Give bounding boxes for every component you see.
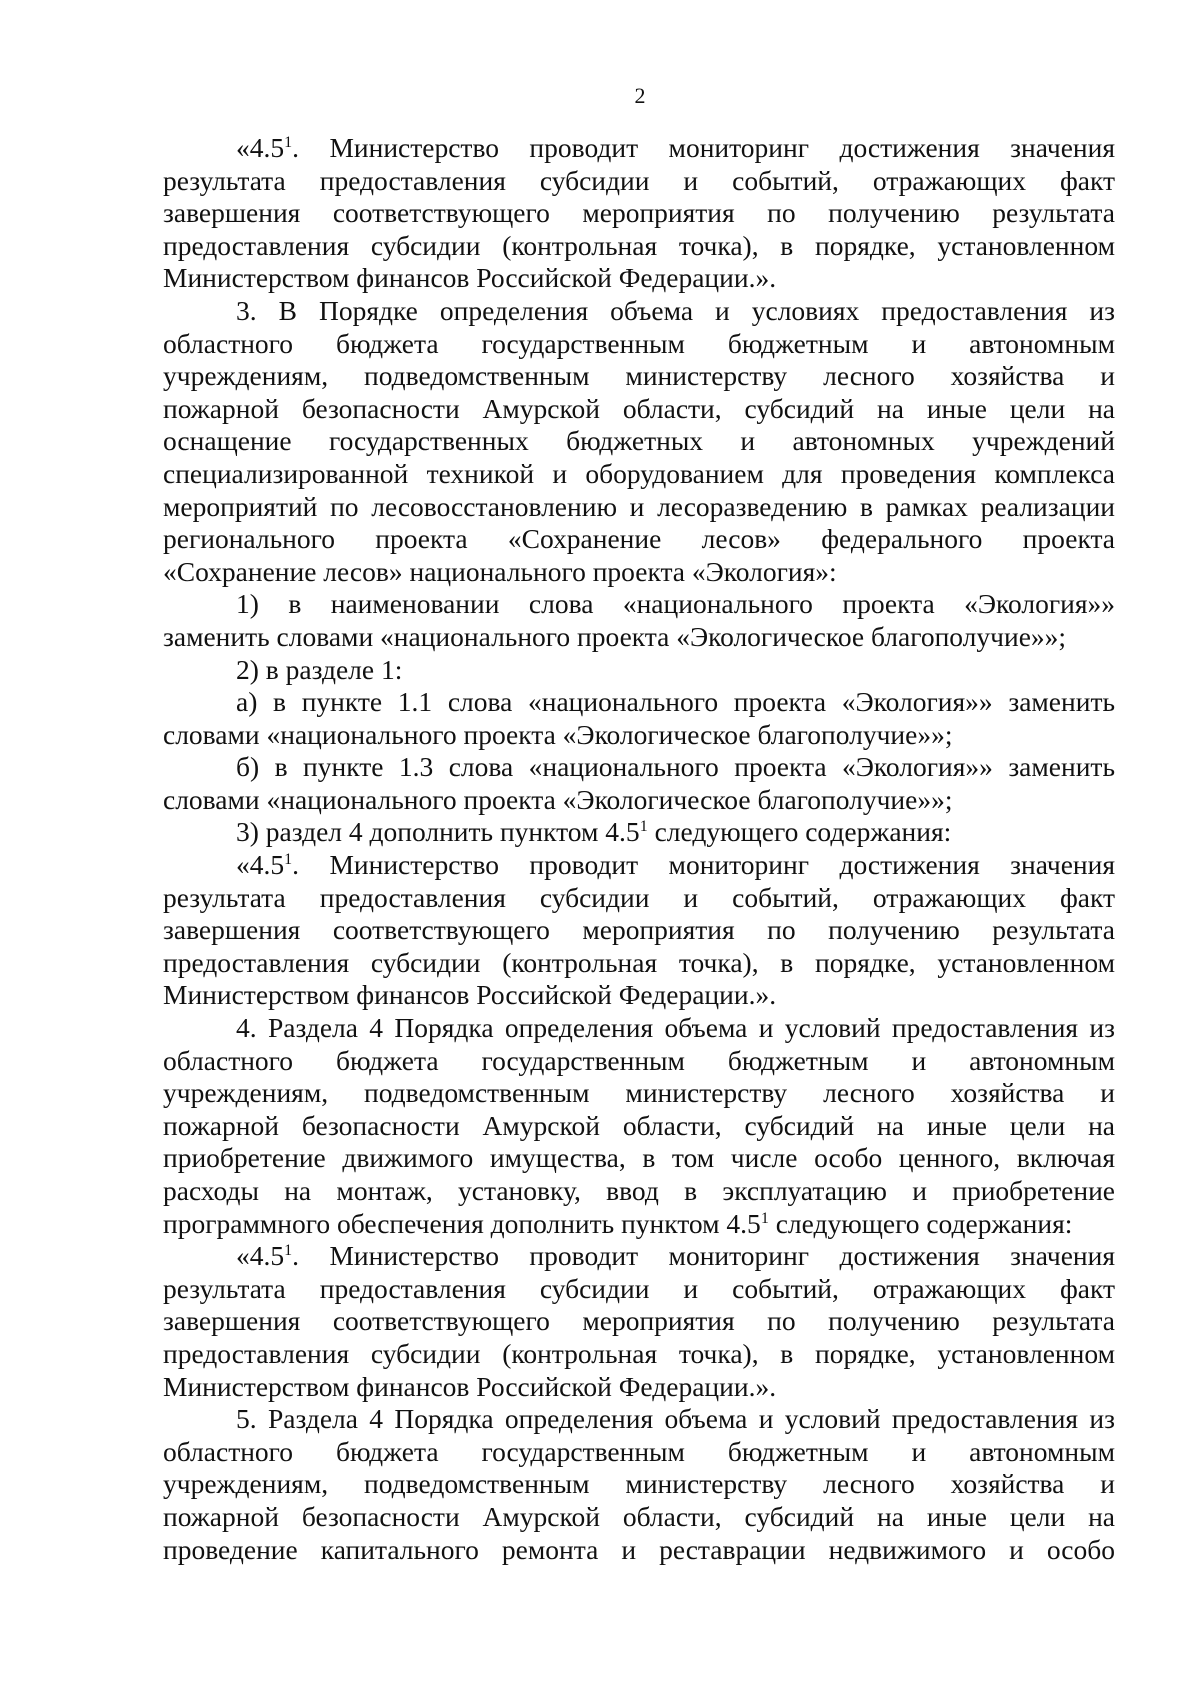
- paragraph: [163, 751, 1115, 816]
- paragraph-line: областного бюджета государственным бюджетным и автономным: [163, 1435, 1115, 1467]
- paragraph-line: результата предоставления субсидии и событий, отражающих факт: [163, 1272, 1115, 1304]
- superscript-one: 1: [760, 1209, 769, 1227]
- paragraph: [163, 588, 1115, 653]
- paragraph-line: областного бюджета государственным бюджетным и автономным: [163, 1044, 1115, 1076]
- paragraph-line: завершения соответствующего мероприятия по получению результата: [163, 914, 1115, 946]
- page-number: 2: [634, 83, 646, 108]
- paragraph-line: приобретение движимого имущества, в том числе особо ценного, включая: [163, 1142, 1115, 1174]
- paragraph-line: мероприятий по лесовосстановлению и лесоразведению в рамках реализации: [163, 490, 1115, 522]
- paragraph-line: предоставления субсидии (контрольная точка), в порядке, установленном: [163, 229, 1115, 261]
- paragraph-line: учреждениям, подведомственным министерству лесного хозяйства и: [163, 1468, 1115, 1500]
- paragraph-line: Министерством финансов Российской Федерации.».: [163, 262, 777, 294]
- paragraph-line: «Сохранение лесов» национального проекта «Экология»:: [163, 555, 837, 587]
- paragraph-line: регионального проекта «Сохранение лесов» федерального проекта: [163, 523, 1115, 555]
- paragraph-line: завершения соответствующего мероприятия по получению результата: [163, 197, 1115, 229]
- superscript-one: 1: [284, 1242, 293, 1260]
- paragraph-line: заменить словами «национального проекта «Экологическое благополучие»»;: [163, 620, 1067, 652]
- paragraph-line: «$4.5^1$. Министерство проводит мониторинг достижения значения: [236, 849, 1115, 881]
- paragraph-line: а) в пункте 1.1 слова «национального проекта «Экология»» заменить: [236, 686, 1115, 718]
- paragraph: [163, 1240, 1115, 1403]
- document-body: [163, 132, 1115, 1566]
- paragraph-line: результата предоставления субсидии и событий, отражающих факт: [163, 164, 1115, 196]
- paragraph-line: учреждениям, подведомственным министерству лесного хозяйства и: [163, 1077, 1115, 1109]
- paragraph-line: пожарной безопасности Амурской области, субсидий на иные цели на: [163, 392, 1115, 424]
- paragraph-line: б) в пункте 1.3 слова «национального проекта «Экология»» заменить: [236, 751, 1115, 783]
- paragraph: [163, 295, 1115, 588]
- paragraph-line: расходы на монтаж, установку, ввод в эксплуатацию и приобретение: [163, 1175, 1115, 1206]
- superscript-one: 1: [284, 851, 293, 869]
- paragraph-line: областного бюджета государственным бюджетным и автономным: [163, 327, 1115, 359]
- paragraph-line: Министерством финансов Российской Федерации.».: [163, 979, 777, 1011]
- paragraph-line: проведение капитального ремонта и реставрации недвижимого и особо: [163, 1533, 1115, 1565]
- paragraph-line: учреждениям, подведомственным министерству лесного хозяйства и: [163, 360, 1115, 392]
- paragraph-line: 3) раздел 4 дополнить пунктом $4.5^1$ следующего содержания:: [236, 816, 952, 848]
- paragraph-line: специализированной техникой и оборудованием для проведения комплекса: [163, 457, 1115, 489]
- paragraph: [163, 686, 1115, 751]
- paragraph-line: оснащение государственных бюджетных и автономных учреждений: [163, 425, 1115, 457]
- paragraph-line: 2) в разделе 1:: [236, 653, 403, 685]
- paragraph-line: пожарной безопасности Амурской области, субсидий на иные цели на: [163, 1500, 1115, 1532]
- paragraph-line: 4. Раздела 4 Порядка определения объема и условий предоставления из: [236, 1012, 1115, 1044]
- paragraph-line: 3. В Порядке определения объема и условиях предоставления из: [236, 294, 1115, 326]
- paragraph-line: пожарной безопасности Амурской области, субсидий на иные цели на: [163, 1109, 1115, 1141]
- paragraph: [163, 816, 1115, 849]
- paragraph: [163, 1403, 1115, 1566]
- paragraph-line: программного обеспечения дополнить пунктом $4.5^1$ следующего содержания:: [163, 1207, 1073, 1239]
- paragraph-line: 1) в наименовании слова «национального проекта «Экология»»: [236, 588, 1115, 620]
- paragraph-line: «$4.5^1$. Министерство проводит мониторинг достижения значения: [236, 132, 1115, 163]
- paragraph-line: 5. Раздела 4 Порядка определения объема и условий предоставления из: [236, 1403, 1115, 1435]
- paragraph-line: «$4.5^1$. Министерство проводит мониторинг достижения значения: [236, 1240, 1115, 1272]
- superscript-one: 1: [639, 818, 648, 836]
- paragraph-line: завершения соответствующего мероприятия по получению результата: [163, 1305, 1115, 1337]
- paragraph: [163, 849, 1115, 1012]
- paragraph-line: предоставления субсидии (контрольная точка), в порядке, установленном: [163, 946, 1115, 978]
- paragraph-line: словами «национального проекта «Экологическое благополучие»»;: [163, 718, 953, 750]
- paragraph-line: словами «национального проекта «Экологическое благополучие»»;: [163, 783, 953, 815]
- paragraph-line: предоставления субсидии (контрольная точка), в порядке, установленном: [163, 1337, 1115, 1369]
- paragraph: [163, 654, 1115, 687]
- paragraph-line: результата предоставления субсидии и событий, отражающих факт: [163, 881, 1115, 913]
- paragraph: [163, 132, 1115, 295]
- paragraph-line: Министерством финансов Российской Федерации.».: [163, 1370, 777, 1402]
- paragraph: [163, 1012, 1115, 1240]
- superscript-one: 1: [284, 134, 293, 151]
